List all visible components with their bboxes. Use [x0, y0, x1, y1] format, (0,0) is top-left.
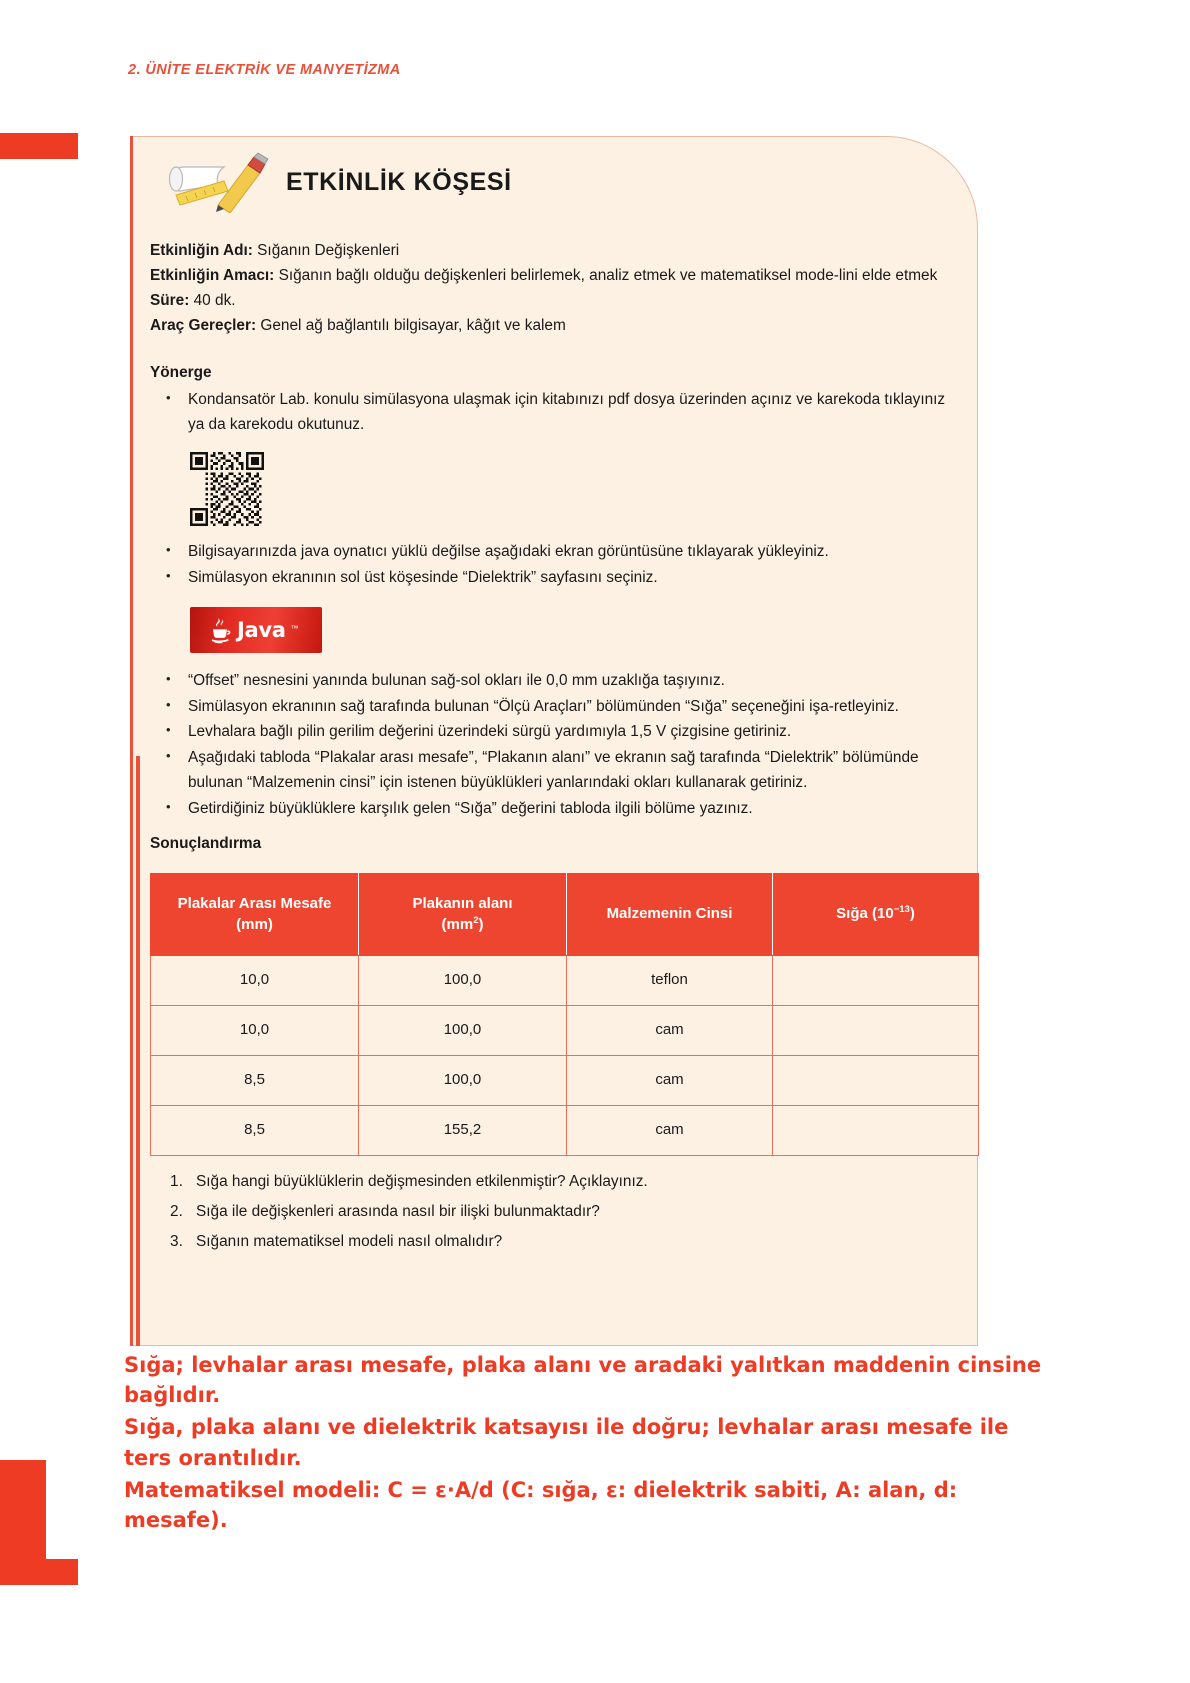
list-item: • Aşağıdaki tabloda “Plakalar arası mesafe”, “Plakanın alanı” ve ekranın sağ tarafında “Dielektrik” bölümünde bulunan “Malzemenin cinsi” için istenen büyüklükleri yanlarındaki okları kullanarak getiriniz. — [150, 746, 962, 796]
column-header-capacitance — [773, 874, 979, 956]
column-header-distance — [151, 874, 359, 956]
cell-material: cam — [567, 1055, 773, 1105]
meta-label: Araç Gereçler: — [150, 316, 257, 334]
sonuclandirma-heading: Sonuçlandırma — [150, 835, 262, 853]
header-line-2-tail: ) — [909, 905, 915, 923]
cell-material: cam — [567, 1105, 773, 1155]
table-row — [151, 1105, 979, 1155]
cell-material: teflon — [567, 955, 773, 1005]
column-header-area — [359, 874, 567, 956]
activity-title-row — [162, 151, 512, 213]
table-row — [151, 955, 979, 1005]
java-trademark: ™ — [290, 624, 299, 634]
card-left-accent-rule-lower — [136, 756, 140, 1346]
left-margin-tab-bottom — [0, 1460, 46, 1585]
cell-area: 100,0 — [359, 1055, 567, 1105]
meta-value: Sığanın Değişkenleri — [257, 242, 400, 259]
list-item: • Bilgisayarınızda java oynatıcı yüklü değilse aşağıdaki ekran görüntüsüne tıklayarak yükleyiniz. — [150, 540, 962, 565]
header-line-2: (mm — [441, 915, 474, 933]
header-exponent: 2 — [473, 914, 479, 926]
yonerge-bullets-pre-java — [150, 540, 962, 591]
questions-list — [150, 1170, 962, 1255]
java-label: Java — [237, 617, 286, 642]
header-exponent: −13 — [893, 904, 910, 916]
cell-capacitance[interactable] — [773, 955, 979, 1005]
cell-capacitance[interactable] — [773, 1055, 979, 1105]
meta-activity-purpose — [150, 264, 962, 289]
table-header-row — [151, 874, 979, 956]
table-row — [151, 1005, 979, 1055]
header-line-2-tail: ) — [478, 915, 484, 933]
header-line-1: Plakanın alanı — [412, 895, 513, 913]
list-item: • Simülasyon ekranının sağ tarafında bulunan “Ölçü Araçları” bölümünden “Sığa” seçeneğini işa-retleyiniz. — [150, 695, 962, 720]
answer-2: Sığa, plaka alanı ve dielektrik katsayısı ile doğru; levhalar arası mesafe ile ters orantılıdır. — [124, 1415, 1009, 1470]
activity-body — [150, 239, 962, 1260]
yonerge-heading: Yönerge — [150, 363, 212, 381]
meta-value: Sığanın bağlı olduğu değişkenleri belirlemek, analiz etmek ve matematiksel mode-lini elde etmek — [278, 266, 938, 284]
list-item: • Kondansatör Lab. konulu simülasyona ulaşmak için kitabınızı pdf dosya üzerinden açınız ve karekoda tıklayınız ya da karekodu okutunuz. — [150, 388, 962, 438]
meta-activity-name — [150, 239, 962, 264]
meta-value: Genel ağ bağlantılı bilgisayar, kâğıt ve kalem — [260, 316, 566, 334]
cell-distance: 8,5 — [151, 1055, 359, 1105]
answer-3: Matematiksel modeli: C = ε·A/d (C: sığa, ε: dielektrik sabiti, A: alan, d: mesafe). — [124, 1477, 958, 1533]
header-line-1: Malzemenin Cinsi — [606, 905, 733, 923]
list-item: • “Offset” nesnesini yanında bulunan sağ-sol okları ile 0,0 mm uzaklığa taşıyınız. — [150, 669, 962, 694]
meta-duration — [150, 289, 962, 314]
pencil-paper-icon — [162, 151, 270, 213]
meta-materials — [150, 314, 962, 339]
activity-card — [130, 136, 978, 1346]
cell-distance: 10,0 — [151, 1005, 359, 1055]
qr-code-wrap[interactable] — [190, 452, 962, 526]
meta-value: 40 dk. — [193, 291, 236, 309]
meta-label: Etkinliğin Amacı: — [150, 266, 275, 284]
java-download-wrap[interactable] — [190, 607, 962, 653]
list-item: Sığa ile değişkenleri arasında nasıl bir ilişki bulunmaktadır? — [196, 1202, 600, 1220]
meta-label: Etkinliğin Adı: — [150, 242, 253, 259]
cell-area: 100,0 — [359, 1005, 567, 1055]
cell-distance: 8,5 — [151, 1105, 359, 1155]
header-line-1: Sığa (10 — [836, 905, 894, 923]
list-item: • Simülasyon ekranının sol üst köşesinde “Dielektrik” sayfasını seçiniz. — [150, 566, 962, 591]
qr-code-icon[interactable] — [190, 452, 264, 526]
cell-area: 155,2 — [359, 1105, 567, 1155]
column-header-material — [567, 874, 773, 956]
cell-capacitance[interactable] — [773, 1105, 979, 1155]
list-item: Sığanın matematiksel modeli nasıl olmalıdır? — [196, 1232, 503, 1250]
cell-area: 100,0 — [359, 955, 567, 1005]
list-item: • Getirdiğiniz büyüklüklere karşılık gelen “Sığa” değerini tabloda ilgili bölüme yazınız. — [150, 797, 962, 822]
java-badge[interactable] — [190, 607, 322, 653]
left-margin-tab-top — [0, 133, 78, 159]
yonerge-bullets-post-java — [150, 669, 962, 823]
answer-1: Sığa; levhalar arası mesafe, plaka alanı ve aradaki yalıtkan maddenin cinsine bağlıdır. — [124, 1353, 1042, 1408]
cell-distance: 10,0 — [151, 955, 359, 1005]
results-table — [150, 873, 979, 1156]
answer-block — [124, 1350, 1054, 1537]
cell-material: cam — [567, 1005, 773, 1055]
activity-title: ETKİNLİK KÖŞESİ — [286, 167, 512, 196]
java-cup-icon — [208, 616, 232, 644]
cell-capacitance[interactable] — [773, 1005, 979, 1055]
table-row — [151, 1055, 979, 1105]
meta-label: Süre: — [150, 291, 190, 309]
list-item: • Levhalara bağlı pilin gerilim değerini üzerindeki sürgü yardımıyla 1,5 V çizgisine getiriniz. — [150, 720, 962, 745]
header-line-1: Plakalar Arası Mesafe — [177, 895, 332, 913]
yonerge-bullets-pre-qr — [150, 388, 962, 438]
card-left-accent-rule — [130, 136, 133, 1346]
list-item: Sığa hangi büyüklüklerin değişmesinden etkilenmiştir? Açıklayınız. — [196, 1172, 648, 1190]
unit-header: 2. ÜNİTE ELEKTRİK VE MANYETİZMA — [128, 62, 401, 78]
header-line-2: (mm) — [236, 915, 273, 933]
